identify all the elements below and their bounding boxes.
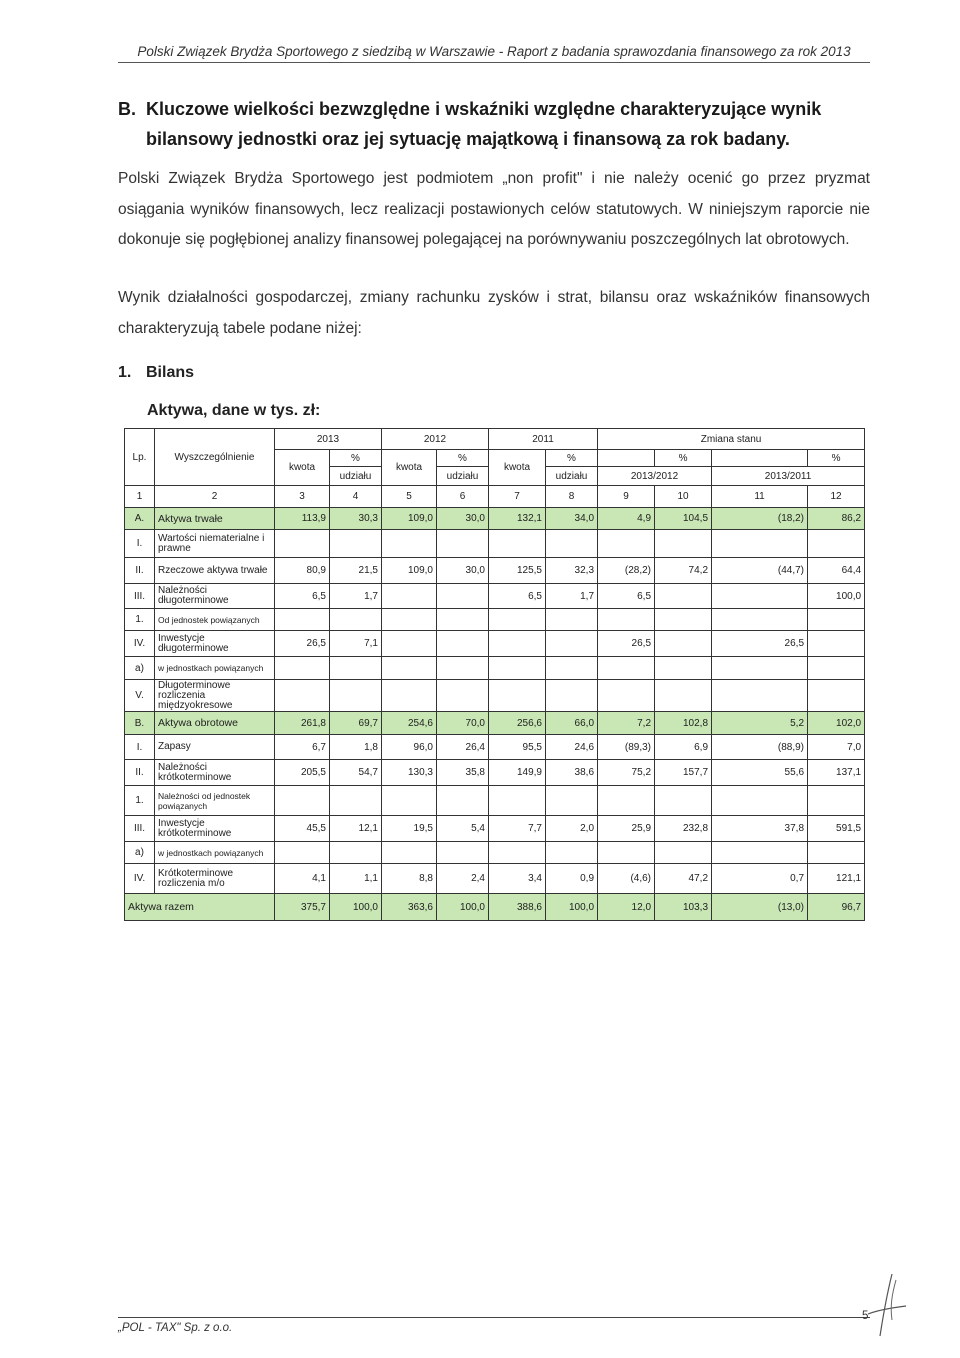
row-lp: a) (125, 842, 155, 864)
section-heading (118, 94, 870, 154)
row-value: 19,5 (382, 816, 437, 842)
row-value (437, 786, 489, 816)
column-number: 1 (125, 486, 155, 508)
row-value: 75,2 (598, 760, 655, 786)
column-number: 4 (330, 486, 382, 508)
row-value: 5,4 (437, 816, 489, 842)
heading-letter: B. (118, 99, 136, 119)
row-value (489, 842, 546, 864)
row-value (808, 631, 865, 657)
header-udzialu-2013: udziału (330, 467, 382, 486)
row-value: 205,5 (275, 760, 330, 786)
header-kwota-2013: kwota (275, 450, 330, 486)
total-value: 103,3 (655, 894, 712, 921)
row-value (489, 609, 546, 631)
results-paragraph: Wynik działalności gospodarczej, zmiany rachunku zysków i strat, bilansu oraz wskaźników finansowych charakteryzują tabele podane niżej: (118, 289, 870, 337)
row-value (598, 530, 655, 558)
row-value: 261,8 (275, 712, 330, 735)
total-value: 363,6 (382, 894, 437, 921)
row-value (489, 631, 546, 657)
row-value: 3,4 (489, 864, 546, 894)
header-2012: 2012 (382, 429, 489, 450)
header-udzialu-2012: udziału (437, 467, 489, 486)
header-kwota-2012: kwota (382, 450, 437, 486)
row-name: Zapasy (155, 735, 275, 760)
row-value: 232,8 (655, 816, 712, 842)
row-value: 26,4 (437, 735, 489, 760)
row-value: 1,8 (330, 735, 382, 760)
table-row (125, 530, 865, 558)
column-number: 8 (546, 486, 598, 508)
row-value (808, 530, 865, 558)
row-value: 95,5 (489, 735, 546, 760)
row-lp: 1. (125, 609, 155, 631)
row-value (655, 530, 712, 558)
row-value (382, 631, 437, 657)
row-value (382, 530, 437, 558)
row-value: 25,9 (598, 816, 655, 842)
row-value (330, 657, 382, 680)
row-lp: I. (125, 530, 155, 558)
row-lp: III. (125, 816, 155, 842)
row-value: 30,0 (437, 508, 489, 530)
row-value: 30,3 (330, 508, 382, 530)
row-value (330, 530, 382, 558)
row-name: Długoterminowe rozliczenia międzyokresowe (155, 680, 275, 712)
row-value (382, 842, 437, 864)
row-value: 2,0 (546, 816, 598, 842)
row-value: 6,7 (275, 735, 330, 760)
header-change: Zmiana stanu (598, 429, 865, 450)
row-value: 125,5 (489, 558, 546, 584)
row-lp: A. (125, 508, 155, 530)
total-row (125, 894, 865, 921)
header-change-1311-blank (712, 450, 808, 467)
row-value: 6,5 (598, 584, 655, 609)
row-value: 32,3 (546, 558, 598, 584)
total-value: 375,7 (275, 894, 330, 921)
header-pct-1311: % (808, 450, 865, 467)
row-value (655, 584, 712, 609)
row-value (275, 680, 330, 712)
row-value (489, 530, 546, 558)
row-value (330, 842, 382, 864)
row-name: Rzeczowe aktywa trwałe (155, 558, 275, 584)
row-value: 66,0 (546, 712, 598, 735)
row-value (382, 786, 437, 816)
table-row (125, 508, 865, 530)
column-number: 5 (382, 486, 437, 508)
row-value: (44,7) (712, 558, 808, 584)
row-value: 121,1 (808, 864, 865, 894)
total-value: 12,0 (598, 894, 655, 921)
row-name: Krótkoterminowe rozliczenia m/o (155, 864, 275, 894)
row-name: Należności długoterminowe (155, 584, 275, 609)
row-value (808, 609, 865, 631)
row-value (712, 584, 808, 609)
table-row (125, 712, 865, 735)
bilans-number: 1. (118, 364, 132, 381)
row-value (808, 657, 865, 680)
row-value (808, 680, 865, 712)
row-name: w jednostkach powiązanych (155, 657, 275, 680)
row-value (598, 842, 655, 864)
row-value: 69,7 (330, 712, 382, 735)
total-value: (13,0) (712, 894, 808, 921)
row-name: Aktywa obrotowe (155, 712, 275, 735)
row-value: 45,5 (275, 816, 330, 842)
footer-company: „POL - TAX" Sp. z o.o. (118, 1322, 233, 1334)
row-value (275, 786, 330, 816)
row-value: (28,2) (598, 558, 655, 584)
footer-rule (118, 1317, 870, 1318)
row-value: 86,2 (808, 508, 865, 530)
bilans-label: Bilans (146, 364, 195, 381)
total-value: 388,6 (489, 894, 546, 921)
row-value: 149,9 (489, 760, 546, 786)
assets-subtitle: Aktywa, dane w tys. zł: (147, 402, 321, 419)
row-value (655, 680, 712, 712)
table-row (125, 842, 865, 864)
row-value (330, 609, 382, 631)
row-value (489, 786, 546, 816)
row-value: 1,7 (546, 584, 598, 609)
row-value: 102,0 (808, 712, 865, 735)
table-row (125, 864, 865, 894)
row-name: Należności krótkoterminowe (155, 760, 275, 786)
table-row (125, 735, 865, 760)
row-value (275, 530, 330, 558)
row-name: Inwestycje krótkoterminowe (155, 816, 275, 842)
row-name: Wartości niematerialne i prawne (155, 530, 275, 558)
row-value: 70,0 (437, 712, 489, 735)
total-value: 96,7 (808, 894, 865, 921)
row-value: 2,4 (437, 864, 489, 894)
row-value (808, 842, 865, 864)
row-value (275, 842, 330, 864)
row-value: 34,0 (546, 508, 598, 530)
row-value: 130,3 (382, 760, 437, 786)
row-value: 80,9 (275, 558, 330, 584)
column-number: 7 (489, 486, 546, 508)
row-value: 137,1 (808, 760, 865, 786)
row-lp: V. (125, 680, 155, 712)
row-value: 1,1 (330, 864, 382, 894)
row-value (598, 786, 655, 816)
table-row (125, 584, 865, 609)
row-lp: B. (125, 712, 155, 735)
table-row (125, 609, 865, 631)
row-value: 24,6 (546, 735, 598, 760)
row-value (546, 680, 598, 712)
row-value (437, 530, 489, 558)
row-value (382, 609, 437, 631)
running-header: Polski Związek Brydża Sportowego z siedzibą w Warszawie - Raport z badania sprawozdania finansowego za rok 2013 (118, 44, 870, 63)
signature-initials (862, 1270, 912, 1340)
header-udzialu-2011: udziału (546, 467, 598, 486)
column-number: 9 (598, 486, 655, 508)
row-name: Inwestycje długoterminowe (155, 631, 275, 657)
row-value: 26,5 (598, 631, 655, 657)
row-value (546, 842, 598, 864)
header-2011: 2011 (489, 429, 598, 450)
row-value: 113,9 (275, 508, 330, 530)
header-lp: Lp. (125, 429, 155, 486)
header-period-1311: 2013/2011 (712, 467, 865, 486)
row-value (655, 631, 712, 657)
bilans-title (118, 364, 194, 382)
header-pct-2012: % (437, 450, 489, 467)
row-value: 54,7 (330, 760, 382, 786)
row-value: 102,8 (655, 712, 712, 735)
row-value (275, 609, 330, 631)
column-number: 2 (155, 486, 275, 508)
row-value: 4,9 (598, 508, 655, 530)
row-value: (88,9) (712, 735, 808, 760)
header-2013: 2013 (275, 429, 382, 450)
row-value (546, 657, 598, 680)
row-value: 6,5 (489, 584, 546, 609)
row-value: 21,5 (330, 558, 382, 584)
row-value (437, 842, 489, 864)
row-name: Należności od jednostek powiązanych (155, 786, 275, 816)
row-lp: IV. (125, 864, 155, 894)
row-value (489, 657, 546, 680)
row-value (655, 657, 712, 680)
table-row (125, 816, 865, 842)
row-value: 4,1 (275, 864, 330, 894)
header-pct-2011: % (546, 450, 598, 467)
row-value: 7,2 (598, 712, 655, 735)
table-row (125, 558, 865, 584)
total-value: 100,0 (437, 894, 489, 921)
heading-line-1: Kluczowe wielkości bezwzględne i wskaźniki względne charakteryzujące wynik (146, 99, 822, 119)
row-value: 7,1 (330, 631, 382, 657)
row-value: 26,5 (275, 631, 330, 657)
row-value (655, 786, 712, 816)
row-value: 132,1 (489, 508, 546, 530)
row-value: 55,6 (712, 760, 808, 786)
row-value: 7,0 (808, 735, 865, 760)
row-value (712, 609, 808, 631)
column-number: 10 (655, 486, 712, 508)
row-value: 254,6 (382, 712, 437, 735)
row-value: 38,6 (546, 760, 598, 786)
row-value (330, 786, 382, 816)
row-value (437, 680, 489, 712)
row-value (655, 842, 712, 864)
row-value: 591,5 (808, 816, 865, 842)
row-value: 104,5 (655, 508, 712, 530)
row-value: 5,2 (712, 712, 808, 735)
row-name: Aktywa trwałe (155, 508, 275, 530)
total-value: 100,0 (546, 894, 598, 921)
total-label: Aktywa razem (125, 894, 275, 921)
column-number: 11 (712, 486, 808, 508)
page-number: 5 (862, 1310, 869, 1322)
row-value: 6,5 (275, 584, 330, 609)
row-value (712, 786, 808, 816)
header-pct-2013: % (330, 450, 382, 467)
table-row (125, 786, 865, 816)
row-name: Od jednostek powiązanych (155, 609, 275, 631)
row-value: 1,7 (330, 584, 382, 609)
row-value (655, 609, 712, 631)
row-value: 47,2 (655, 864, 712, 894)
assets-table (124, 428, 865, 921)
row-value: 109,0 (382, 558, 437, 584)
header-name: Wyszczególnienie (155, 429, 275, 486)
row-lp: II. (125, 558, 155, 584)
row-value (382, 680, 437, 712)
row-value (546, 530, 598, 558)
header-pct-1312: % (655, 450, 712, 467)
row-value (598, 680, 655, 712)
row-value: 64,4 (808, 558, 865, 584)
row-lp: III. (125, 584, 155, 609)
row-value: 7,7 (489, 816, 546, 842)
row-value: 8,8 (382, 864, 437, 894)
row-value (712, 842, 808, 864)
row-value (437, 631, 489, 657)
row-value (546, 631, 598, 657)
heading-line-2: bilansowy jednostki oraz jej sytuację majątkową i finansową za rok badany. (146, 129, 790, 149)
table-row (125, 657, 865, 680)
row-value: 30,0 (437, 558, 489, 584)
row-lp: 1. (125, 786, 155, 816)
row-value (712, 530, 808, 558)
row-value: 35,8 (437, 760, 489, 786)
row-value (546, 609, 598, 631)
row-value: 0,9 (546, 864, 598, 894)
row-lp: I. (125, 735, 155, 760)
header-kwota-2011: kwota (489, 450, 546, 486)
row-value (546, 786, 598, 816)
row-value (598, 657, 655, 680)
total-value: 100,0 (330, 894, 382, 921)
column-number: 12 (808, 486, 865, 508)
row-value: 12,1 (330, 816, 382, 842)
row-value (382, 584, 437, 609)
row-value: 256,6 (489, 712, 546, 735)
row-value (382, 657, 437, 680)
row-value (437, 584, 489, 609)
row-lp: IV. (125, 631, 155, 657)
row-value: 157,7 (655, 760, 712, 786)
table-row (125, 760, 865, 786)
row-value (489, 680, 546, 712)
row-value: 0,7 (712, 864, 808, 894)
row-value (598, 609, 655, 631)
row-value: (18,2) (712, 508, 808, 530)
intro-paragraph: Polski Związek Brydża Sportowego jest podmiotem „non profit" i nie należy ocenić go przez pryzmat osiągania wyników finansowych, lecz realizacji postawionych celów statutowych. W niniejszym raporcie nie dokonuje się pogłębionej analizy finansowej polegającej na porównywaniu poszczególnych lat obrotowych. (118, 170, 870, 248)
column-number: 6 (437, 486, 489, 508)
row-name: w jednostkach powiązanych (155, 842, 275, 864)
table-row (125, 631, 865, 657)
row-value (712, 680, 808, 712)
row-value (330, 680, 382, 712)
column-number: 3 (275, 486, 330, 508)
row-value: 26,5 (712, 631, 808, 657)
row-value: 96,0 (382, 735, 437, 760)
row-value: 74,2 (655, 558, 712, 584)
row-value (437, 657, 489, 680)
row-value: (4,6) (598, 864, 655, 894)
row-lp: II. (125, 760, 155, 786)
header-period-1312: 2013/2012 (598, 467, 712, 486)
header-change-1312-blank (598, 450, 655, 467)
row-value: 37,8 (712, 816, 808, 842)
row-value: 109,0 (382, 508, 437, 530)
row-value (437, 609, 489, 631)
table-row (125, 680, 865, 712)
row-value (712, 657, 808, 680)
row-value: (89,3) (598, 735, 655, 760)
row-value (275, 657, 330, 680)
row-value: 100,0 (808, 584, 865, 609)
row-value: 6,9 (655, 735, 712, 760)
row-lp: a) (125, 657, 155, 680)
row-value (808, 786, 865, 816)
